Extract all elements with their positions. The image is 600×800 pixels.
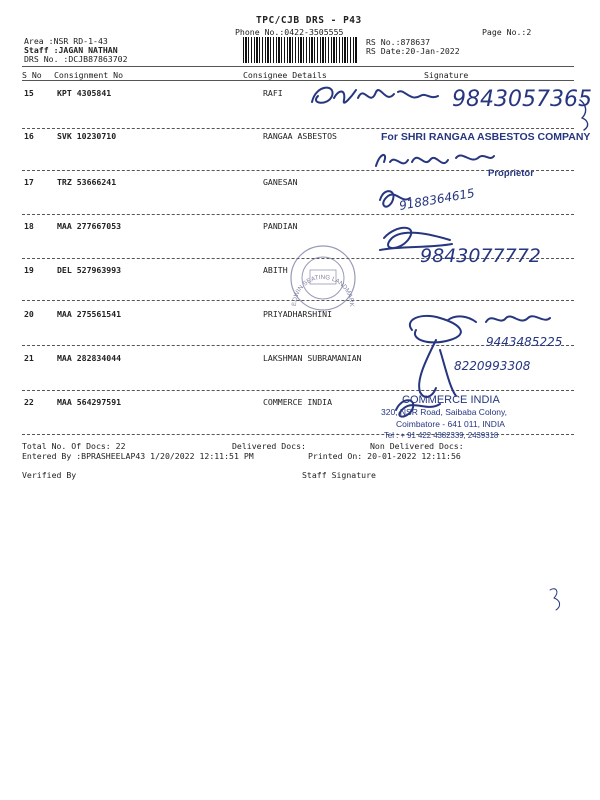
col-consignment: Consignment No: [54, 70, 124, 80]
col-consignee: Consignee Details: [243, 70, 327, 80]
row-consignee: LAKSHMAN SUBRAMANIAN: [263, 353, 362, 363]
signature-row-22: [396, 400, 440, 416]
row-sno: 16: [24, 131, 34, 141]
row-consignee: PRIYADHARSHINI: [263, 309, 333, 319]
row-sno: 19: [24, 265, 34, 275]
staff-signature: Staff Signature: [302, 470, 376, 480]
rangaa-company-stamp: For SHRI RANGAA ASBESTOS COMPANY: [381, 131, 591, 143]
commerce-stamp-name: COMMERCE INDIA: [402, 394, 500, 406]
commerce-stamp-tel: Tel : + 91 422 4382339, 2439318: [384, 431, 499, 440]
signature-row-16: [376, 155, 494, 166]
commerce-stamp-address-1: 320, NSR Road, Saibaba Colony,: [381, 407, 508, 417]
row-consignment: DEL 527963993: [57, 265, 122, 275]
col-signature: Signature: [424, 70, 469, 80]
row-sno: 20: [24, 309, 34, 319]
row-consignee: COMMERCE INDIA: [263, 397, 333, 407]
drs-number: DRS No. :DCJB87863702: [24, 54, 128, 64]
row-consignee: GANESAN: [263, 177, 298, 187]
handwritten-phone-row-18: 9843077772: [420, 245, 541, 267]
row-consignment: MAA 282834044: [57, 353, 122, 363]
entered-by: Entered By :BPRASHEELAP43 1/20/2022 12:11:51 PM: [22, 451, 254, 461]
rs-date: RS Date:20-Jan-2022: [366, 46, 460, 56]
staff: Staff :JAGAN NATHAN: [24, 45, 118, 55]
col-sno: S No: [22, 70, 42, 80]
row-sno: 15: [24, 88, 34, 98]
total-docs: Total No. Of Docs: 22: [22, 441, 126, 451]
row-consignee: RANGAA ASBESTOS: [263, 131, 337, 141]
signature-row-15: [312, 88, 438, 103]
round-seal-text: EDWIN SEATING LANDMARK: [290, 273, 356, 307]
row-sno: 21: [24, 353, 34, 363]
printed-on: Printed On: 20-01-2022 12:11:56: [308, 451, 461, 461]
row-consignment: SVK 10230710: [57, 131, 117, 141]
row-consignment: MAA 564297591: [57, 397, 122, 407]
handwritten-phone-row-20: 9443485225: [486, 335, 563, 349]
signature-row-21-stroke: [419, 340, 456, 397]
row-consignment: MAA 275561541: [57, 309, 122, 319]
handwritten-phone-row-21: 8220993308: [454, 359, 531, 373]
commerce-stamp-address-2: Coimbatore - 641 011, INDIA: [396, 419, 505, 429]
rs-number: RS No.:878637: [366, 37, 431, 47]
proprietor-stamp: Proprietor: [488, 168, 534, 179]
row-sno: 17: [24, 177, 34, 187]
row-consignment: MAA 277667053: [57, 221, 122, 231]
page-number: Page No.:2: [482, 27, 532, 37]
handwritten-phone-row-15: 9843057365: [452, 87, 592, 112]
verified-by: Verified By: [22, 470, 77, 480]
row-consignee: ABITH: [263, 265, 288, 275]
row-sno: 18: [24, 221, 34, 231]
row-consignee: PANDIAN: [263, 221, 298, 231]
sheet-title: TPC/CJB DRS - P43: [256, 15, 362, 26]
margin-mark-bottom: [550, 589, 560, 610]
non-delivered-docs: Non Delivered Docs:: [370, 441, 464, 451]
delivered-docs: Delivered Docs:: [232, 441, 306, 451]
area: Area :NSR RD-1-43: [24, 36, 108, 46]
handwritten-phone-row-17: 9188364615: [398, 185, 476, 213]
row-consignment: TRZ 53666241: [57, 177, 117, 187]
phone-number: Phone No.:0422-3505555: [235, 27, 344, 37]
row-consignment: KPT 4305841: [57, 88, 112, 98]
row-sno: 22: [24, 397, 34, 407]
row-consignee: RAFI: [263, 88, 283, 98]
